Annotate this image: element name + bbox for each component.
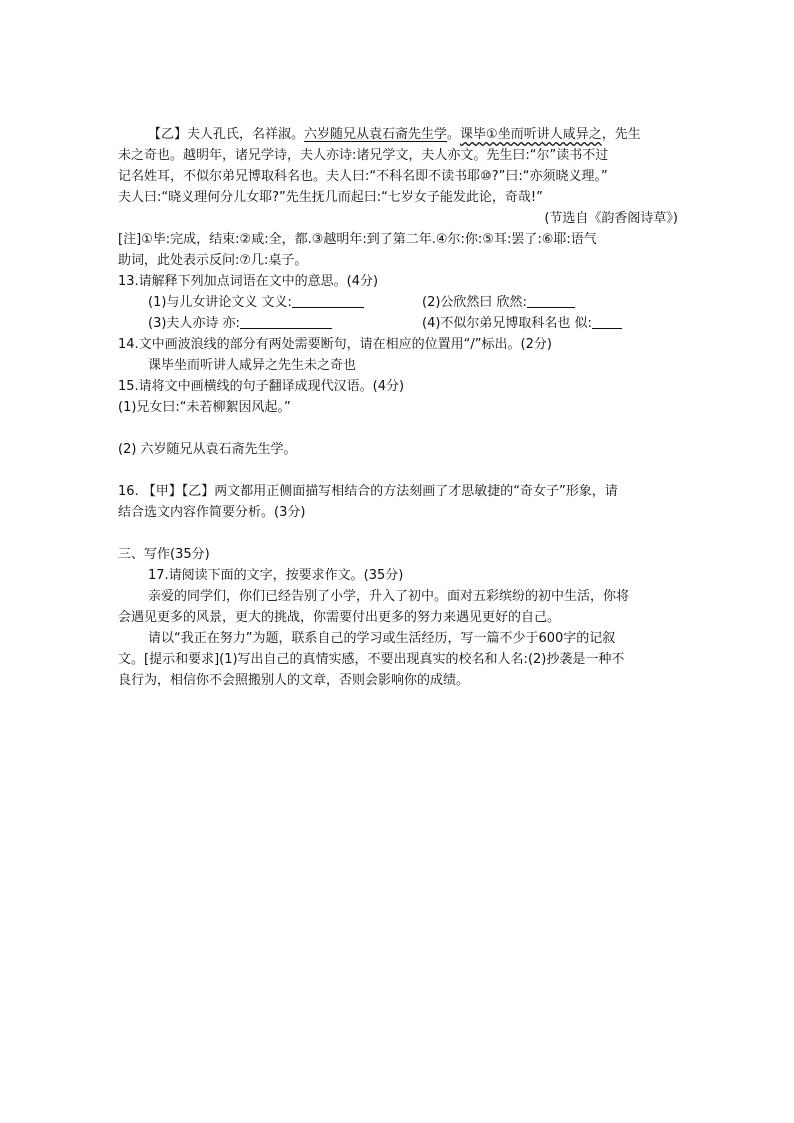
wavy-underlined-sentence: 课毕①坐而听讲人咸异之: [460, 127, 602, 142]
q17-para-1-line-1: 亲爱的同学们，你们已经告别了小学，升入了初中。面对五彩缤纷的初中生活，你将: [148, 589, 630, 604]
q16-line-1: 16. 【甲】【乙】两文都用正侧面描写相结合的方法刻画了才思敏捷的“奇女子”形象，请: [118, 484, 618, 499]
underlined-sentence: 六岁随兄从袁石斋先生学: [304, 127, 448, 142]
q13-item-1: (1)与儿女讲论文义 文义:: [148, 295, 292, 310]
q17-para-2-line-2: 文。[提示和要求](1)写出自己的真情实感，不要出现真实的校名和人名:(2)抄袭是一种不: [118, 652, 625, 667]
answer-space[interactable]: [118, 523, 678, 544]
answer-blank[interactable]: [592, 314, 622, 329]
notes-line-2: 助词，此处表示反问:⑦几:桌子。: [118, 253, 308, 268]
q15-title: 15.请将文中画横线的句子翻译成现代汉语。(4分): [118, 379, 405, 394]
q13-item-3: (3)夫人亦诗 亦:: [148, 316, 240, 331]
q13-row-1: [118, 292, 678, 313]
answer-space[interactable]: [118, 418, 678, 439]
answer-space[interactable]: [118, 460, 678, 481]
q14-title: 14.文中画波浪线的部分有两处需要断句，请在相应的位置用“/”标出。(2分): [118, 337, 552, 352]
passage-source: (节选自《韵香阁诗草》): [544, 211, 678, 226]
q15-item-2: (2) 六岁随兄从袁石斋先生学。: [118, 442, 297, 457]
q17-para-2-line-3: 良行为，相信你不会照搬别人的文章，否则会影响你的成绩。: [118, 673, 470, 688]
q13-item-4: (4)不似尔弟兄博取科名也 似:: [422, 316, 592, 331]
q13-row-2: [118, 313, 678, 334]
answer-blank[interactable]: [292, 293, 364, 308]
q13-item-2: (2)公欣然曰 欣然:: [422, 295, 527, 310]
q17-title: 17.请阅读下面的文字，按要求作文。(35分): [148, 568, 404, 583]
q13-title: 13.请解释下列加点词语在文中的意思。(4分): [118, 274, 379, 289]
passage-line-3: 记名姓耳，不似尔弟兄博取科名也。夫人曰:“不科名即不读书耶⑩?”曰:“亦须晓义理。”: [118, 169, 608, 184]
notes-line-1: [注]①毕:完成，结束:②咸:全，都.③越明年:到了第二年.④尔:你:⑤耳:罢了:⑥耶:语气: [118, 232, 597, 247]
passage-line-2: 未之奇也。越明年，诸兄学诗，夫人亦诗:诸兄学文，夫人亦文。先生曰:“尔”读书不过: [118, 148, 609, 163]
answer-blank[interactable]: [240, 314, 332, 329]
section-3-title: 三、写作(35分): [118, 547, 210, 562]
q14-sentence: 课毕坐而听讲人咸异之先生未之奇也: [148, 358, 357, 373]
passage-line-1: 【乙】夫人孔氏，名祥淑。六岁随兄从袁石斋先生学。课毕①坐而听讲人咸异之，先生: [148, 127, 641, 142]
worksheet-page: [118, 124, 678, 691]
q16-line-2: 结合选文内容作简要分析。(3分): [118, 505, 306, 520]
q17-para-1-line-2: 会遇见更多的风景，更大的挑战，你需要付出更多的努力来遇见更好的自己。: [118, 610, 561, 625]
passage-line-4: 夫人曰:“晓义理何分儿女耶?”先生抚几而起曰:“七岁女子能发此论，奇哉!”: [118, 190, 543, 205]
answer-blank[interactable]: [527, 293, 575, 308]
q17-para-2-line-1: 请以“我正在努力”为题，联系自己的学习或生活经历，写一篇不少于600字的记叙: [148, 631, 616, 646]
q15-item-1: (1)兄女曰:“未若柳絮因风起。”: [118, 400, 291, 415]
